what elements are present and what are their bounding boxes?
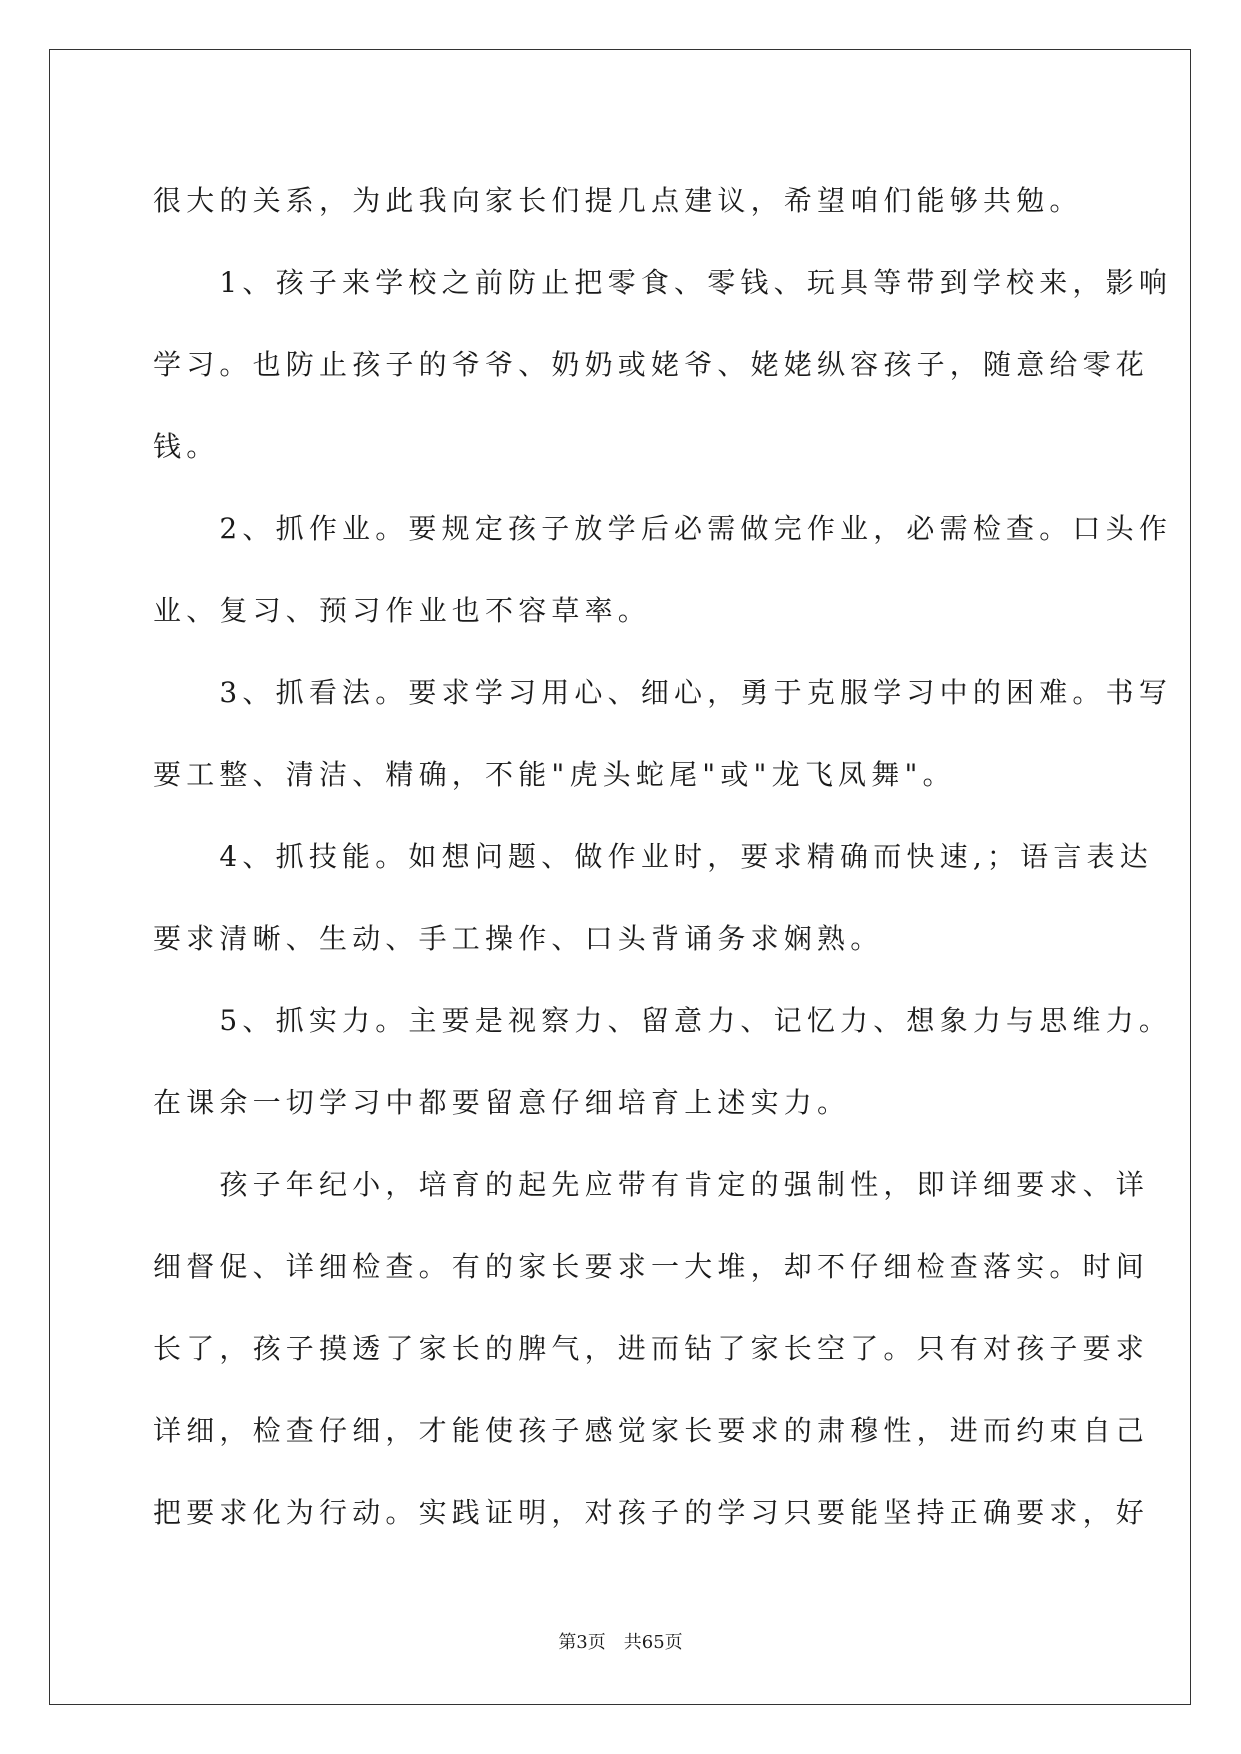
text-line: 业、复习、预习作业也不容草率。 (153, 594, 652, 627)
text-line: 要工整、清洁、精确，不能"虎头蛇尾"或"龙飞凤舞"。 (153, 758, 956, 791)
text-line: 把要求化为行动。实践证明，对孩子的学习只要能坚持正确要求，好 (153, 1496, 1150, 1529)
text-line: 5、抓实力。主要是视察力、留意力、记忆力、想象力与思维力。 (153, 1004, 1173, 1037)
text-line: 细督促、详细检查。有的家长要求一大堆，却不仔细检查落实。时间 (153, 1250, 1150, 1283)
text-line: 4、抓技能。如想问题、做作业时，要求精确而快速,；语言表达 (153, 840, 1153, 873)
text-line: 学习。也防止孩子的爷爷、奶奶或姥爷、姥姥纵容孩子，随意给零花 (153, 348, 1150, 381)
document-body (153, 160, 1173, 1554)
text-line: 在课余一切学习中都要留意仔细培育上述实力。 (153, 1086, 851, 1119)
text-line: 很大的关系，为此我向家长们提几点建议，希望咱们能够共勉。 (153, 184, 1083, 217)
text-line: 1、孩子来学校之前防止把零食、零钱、玩具等带到学校来，影响 (153, 266, 1173, 299)
text-line: 3、抓看法。要求学习用心、细心，勇于克服学习中的困难。书写 (153, 676, 1173, 709)
text-line: 孩子年纪小，培育的起先应带有肯定的强制性，即详细要求、详 (153, 1168, 1150, 1201)
text-line: 要求清晰、生动、手工操作、口头背诵务求娴熟。 (153, 922, 884, 955)
text-line: 2、抓作业。要规定孩子放学后必需做完作业，必需检查。口头作 (153, 512, 1173, 545)
page-number: 第3页 共65页 (558, 1632, 683, 1653)
text-line: 长了，孩子摸透了家长的脾气，进而钻了家长空了。只有对孩子要求 (153, 1332, 1150, 1365)
text-line: 详细，检查仔细，才能使孩子感觉家长要求的肃穆性，进而约束自己 (153, 1414, 1150, 1447)
text-line: 钱。 (153, 430, 220, 463)
